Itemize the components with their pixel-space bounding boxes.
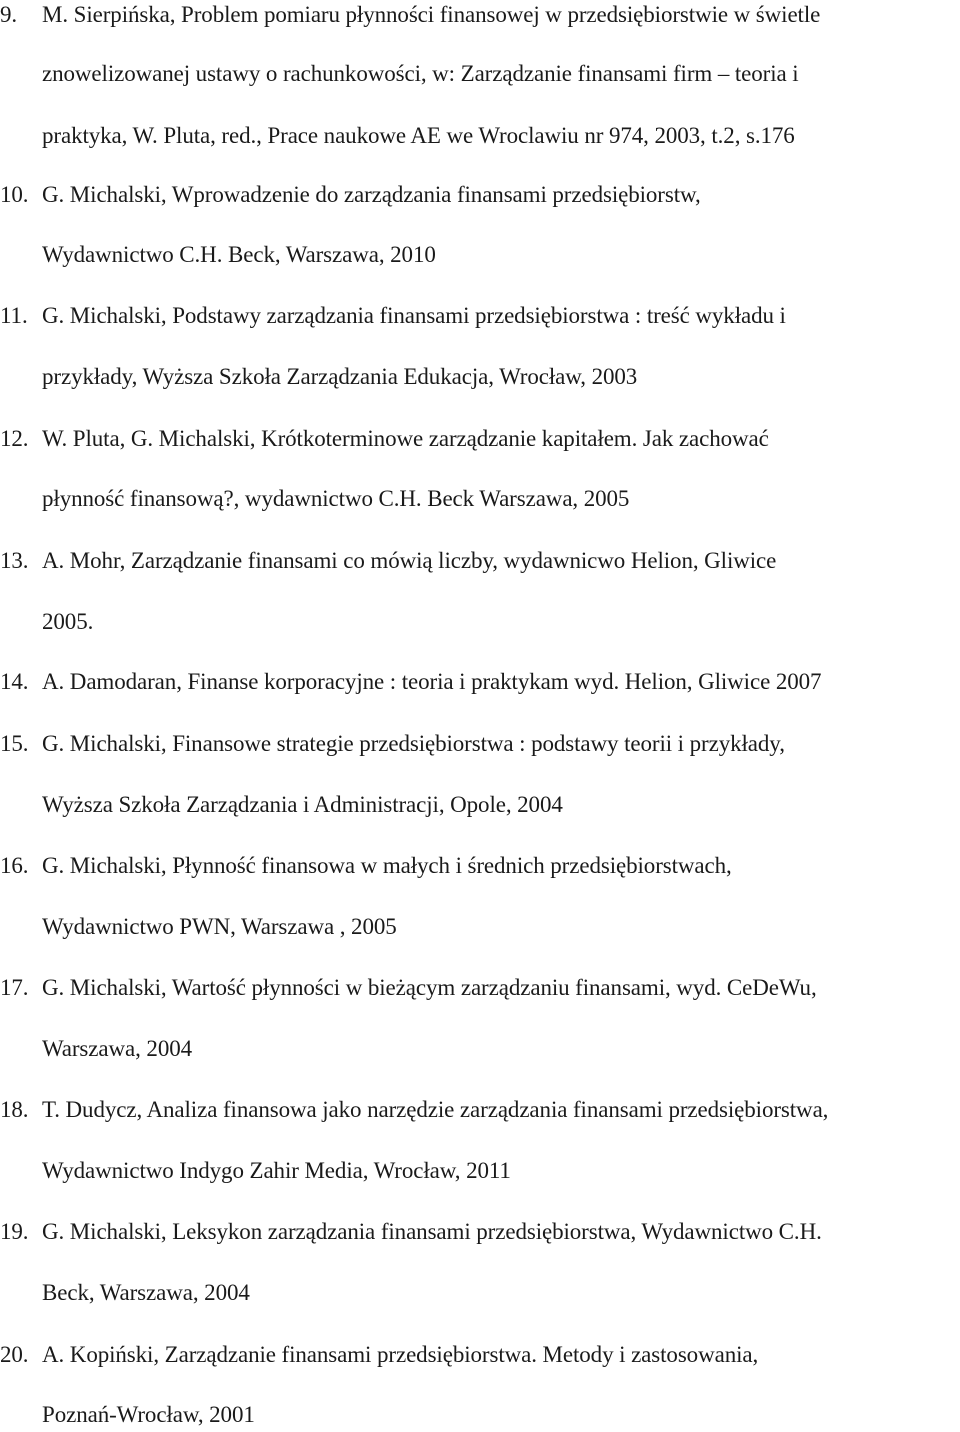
reference-number: 16. [0,853,29,878]
reference-text: Beck, Warszawa, 2004 [42,1280,250,1305]
reference-number: 13. [0,548,29,573]
reference-number: 20. [0,1342,29,1367]
reference-text: płynność finansową?, wydawnictwo C.H. Beck Warszawa, 2005 [42,486,630,511]
reference-text: Warszawa, 2004 [42,1036,193,1061]
reference-number: 10. [0,182,29,207]
reference-text: znowelizowanej ustawy o rachunkowości, w: Zarządzanie finansami firm – teoria i [42,61,799,86]
reference-text: M. Sierpińska, Problem pomiaru płynności finansowej w przedsiębiorstwie w świetle [42,2,821,27]
reference-number: 15. [0,731,29,756]
reference-number: 12. [0,426,29,451]
reference-text: G. Michalski, Wprowadzenie do zarządzania finansami przedsiębiorstw, [42,182,701,207]
reference-number: 9. [0,2,18,27]
reference-text: G. Michalski, Podstawy zarządzania finansami przedsiębiorstwa : treść wykładu i [42,303,786,328]
reference-text: G. Michalski, Płynność finansowa w małych i średnich przedsiębiorstwach, [42,853,732,878]
reference-number: 18. [0,1097,29,1122]
reference-number: 14. [0,669,29,694]
reference-text: Wydawnictwo Indygo Zahir Media, Wrocław, 2011 [42,1158,511,1183]
reference-text: G. Michalski, Leksykon zarządzania finansami przedsiębiorstwa, Wydawnictwo C.H. [42,1219,822,1244]
reference-text: G. Michalski, Wartość płynności w bieżącym zarządzaniu finansami, wyd. CeDeWu, [42,975,817,1000]
reference-text: T. Dudycz, Analiza finansowa jako narzędzie zarządzania finansami przedsiębiorstwa, [42,1097,829,1122]
reference-text: W. Pluta, G. Michalski, Krótkoterminowe zarządzanie kapitałem. Jak zachować [42,426,769,451]
reference-text: Wydawnictwo PWN, Warszawa , 2005 [42,914,397,939]
reference-text: A. Damodaran, Finanse korporacyjne : teoria i praktykam wyd. Helion, Gliwice 2007 [42,669,822,694]
reference-text: praktyka, W. Pluta, red., Prace naukowe AE we Wroclawiu nr 974, 2003, t.2, s.176 [42,123,795,148]
reference-text: 2005. [42,609,94,634]
reference-text: A. Mohr, Zarządzanie finansami co mówią liczby, wydawnicwo Helion, Gliwice [42,548,777,573]
reference-number: 19. [0,1219,29,1244]
reference-number: 17. [0,975,29,1000]
reference-text: Poznań-Wrocław, 2001 [42,1402,255,1427]
reference-text: przykłady, Wyższa Szkoła Zarządzania Edukacja, Wrocław, 2003 [42,364,638,389]
reference-text: A. Kopiński, Zarządzanie finansami przedsiębiorstwa. Metody i zastosowania, [42,1342,759,1367]
reference-text: Wydawnictwo C.H. Beck, Warszawa, 2010 [42,242,436,267]
reference-text: G. Michalski, Finansowe strategie przedsiębiorstwa : podstawy teorii i przykłady, [42,731,785,756]
reference-number: 11. [0,303,28,328]
reference-text: Wyższa Szkoła Zarządzania i Administracji, Opole, 2004 [42,792,563,817]
